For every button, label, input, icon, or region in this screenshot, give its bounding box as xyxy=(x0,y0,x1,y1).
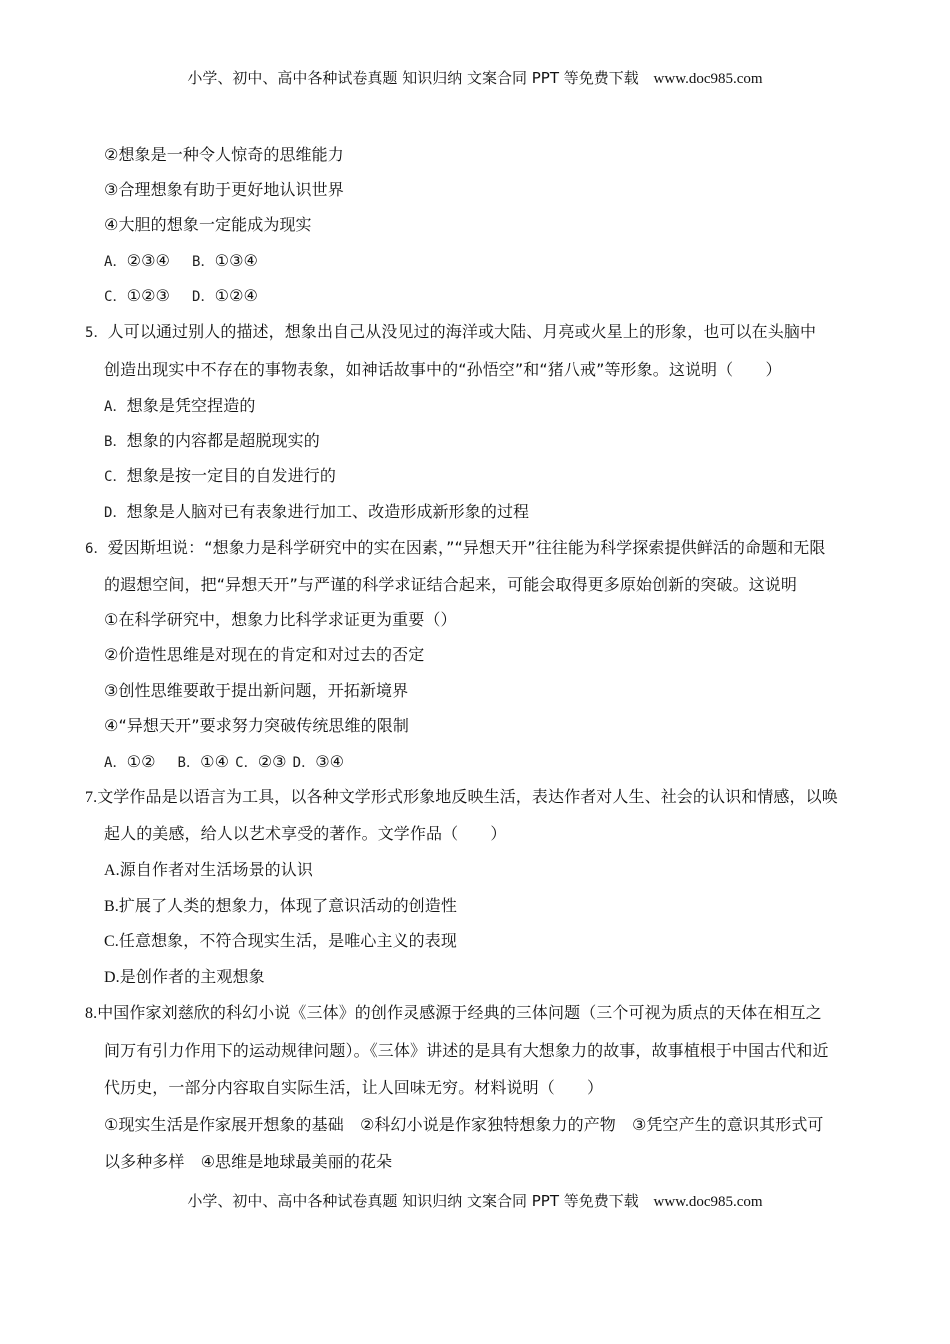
q8-stem-line-1 xyxy=(85,1003,822,1024)
q6-stem-line-1 xyxy=(85,538,826,559)
q5-option-b-letter: B． xyxy=(104,434,127,450)
q7-option-b-letter: B. xyxy=(104,898,119,915)
q4-option-c-text: ①②③ xyxy=(126,286,170,305)
q6-option-c-letter: C． xyxy=(235,755,258,771)
q4-option-b-text: ①③④ xyxy=(214,251,258,270)
q7-option-a-letter: A. xyxy=(104,862,120,879)
page-header xyxy=(0,67,950,88)
footer-text: 小学、初中、高中各种试卷真题 知识归纳 文案合同 PPT 等免费下载 xyxy=(187,1192,639,1210)
q6-stem-line-2: 的遐想空间，把“异想天开”与严谨的科学求证结合起来，可能会取得更多原始创新的突破。这说明 xyxy=(104,575,797,594)
q5-option-b-text: 想象的内容都是超脱现实的 xyxy=(126,431,320,450)
q6-statement-2: ②价造性思维是对现在的肯定和对过去的否定 xyxy=(104,645,425,664)
q8-stem-line-2: 间万有引力作用下的运动规律问题）。《三体》讲述的是具有大想象力的故事，故事植根于中国古代和近 xyxy=(104,1041,829,1060)
q7-option-b xyxy=(104,896,457,917)
q4-statement-2: ②想象是一种令人惊奇的思维能力 xyxy=(104,145,344,164)
footer-url[interactable]: www.doc985.com xyxy=(653,1194,763,1210)
q6-stem-text-1: 爱因斯坦说：“想象力是科学研究中的实在因素，”“异想天开”往往能为科学探索提供鲜活的命题和无限 xyxy=(107,538,826,557)
q7-option-c-text: 任意想象，不符合现实生活，是唯心主义的表现 xyxy=(118,931,457,950)
q5-option-a-letter: A． xyxy=(104,399,127,415)
q4-option-d-letter: D． xyxy=(191,289,215,305)
q4-option-a-letter: A． xyxy=(104,254,127,270)
q6-number: 6． xyxy=(85,541,108,557)
q4-statement-3: ③合理想象有助于更好地认识世界 xyxy=(104,180,344,199)
q4-statement-4: ④大胆的想象一定能成为现实 xyxy=(104,215,312,234)
q5-option-b xyxy=(104,431,320,452)
q6-options-row xyxy=(104,752,344,773)
q8-stem-text-1: 中国作家刘慈欣的科幻小说《三体》的创作灵感源于经典的三体问题（三个可视为质点的天体在相互之 xyxy=(97,1003,822,1022)
q4-option-c-letter: C． xyxy=(104,289,127,305)
q5-option-c-text: 想象是按一定目的自发进行的 xyxy=(126,466,336,485)
q8-stem-line-3: 代历史，一部分内容取自实际生活，让人回味无穷。材料说明（ ） xyxy=(104,1078,604,1097)
q8-statements-line-2: 以多种多样 ④思维是地球最美丽的花朵 xyxy=(104,1152,393,1171)
q6-option-d-letter: D． xyxy=(292,755,316,771)
q7-stem-line-2: 起人的美感，给人以艺术享受的著作。文学作品（ ） xyxy=(104,824,507,843)
q6-statement-4: ④“异想天开”要求努力突破传统思维的限制 xyxy=(104,716,409,735)
q4-option-d-text: ①②④ xyxy=(214,286,258,305)
header-text: 小学、初中、高中各种试卷真题 知识归纳 文案合同 PPT 等免费下载 xyxy=(187,69,639,87)
q5-option-c xyxy=(104,466,336,487)
q6-option-b-letter: B． xyxy=(177,755,201,771)
q6-statement-1: ①在科学研究中，想象力比科学求证更为重要（） xyxy=(104,610,457,629)
q7-option-a xyxy=(104,860,313,881)
q5-stem-line-2: 创造出现实中不存在的事物表象，如神话故事中的“孙悟空”和“猪八戒”等形象。这说明（ ） xyxy=(104,360,782,379)
q5-stem-text-1: 人可以通过别人的描述，想象出自己从没见过的海洋或大陆、月亮或火星上的形象，也可以在头脑中 xyxy=(107,322,817,341)
q6-option-b-text: ①④ xyxy=(200,752,230,771)
q7-option-b-text: 扩展了人类的想象力，体现了意识活动的创造性 xyxy=(118,896,457,915)
q8-number: 8. xyxy=(85,1005,98,1022)
q7-option-d-text: 是创作者的主观想象 xyxy=(119,967,265,986)
q6-statement-3: ③创性思维要敢于提出新问题，开拓新境界 xyxy=(104,681,409,700)
q7-stem-line-1 xyxy=(85,787,838,808)
q5-option-c-letter: C． xyxy=(104,469,127,485)
q6-option-a-letter: A． xyxy=(104,755,127,771)
q7-option-d xyxy=(104,967,265,988)
q5-option-a-text: 想象是凭空捏造的 xyxy=(126,396,256,415)
q7-option-c xyxy=(104,931,457,952)
q4-option-b-letter: B． xyxy=(191,254,215,270)
q5-number: 5． xyxy=(85,325,108,341)
q6-option-c-text: ②③ xyxy=(257,752,287,771)
q6-option-a-text: ①② xyxy=(126,752,156,771)
header-url[interactable]: www.doc985.com xyxy=(653,71,763,87)
q4-options-row-2 xyxy=(104,286,258,307)
q5-option-d-letter: D． xyxy=(104,505,127,521)
q5-option-d-text: 想象是人脑对已有表象进行加工、改造形成新形象的过程 xyxy=(126,502,530,521)
q6-option-d-text: ③④ xyxy=(315,752,345,771)
q4-options-row-1 xyxy=(104,251,258,272)
page-footer xyxy=(0,1190,950,1211)
q4-option-a-text: ②③④ xyxy=(126,251,170,270)
q8-statements-line-1: ①现实生活是作家展开想象的基础 ②科幻小说是作家独特想象力的产物 ③凭空产生的意识其形式可 xyxy=(104,1115,824,1134)
q5-option-a xyxy=(104,396,255,417)
q5-option-d xyxy=(104,502,529,523)
q7-number: 7. xyxy=(85,789,98,806)
q7-option-a-text: 源自作者对生活场景的认识 xyxy=(119,860,313,879)
q5-stem-line-1 xyxy=(85,322,816,343)
q7-stem-text-1: 文学作品是以语言为工具，以各种文学形式形象地反映生活，表达作者对人生、社会的认识和情感，以唤 xyxy=(97,787,838,806)
q7-option-c-letter: C. xyxy=(104,933,119,950)
q7-option-d-letter: D. xyxy=(104,969,120,986)
